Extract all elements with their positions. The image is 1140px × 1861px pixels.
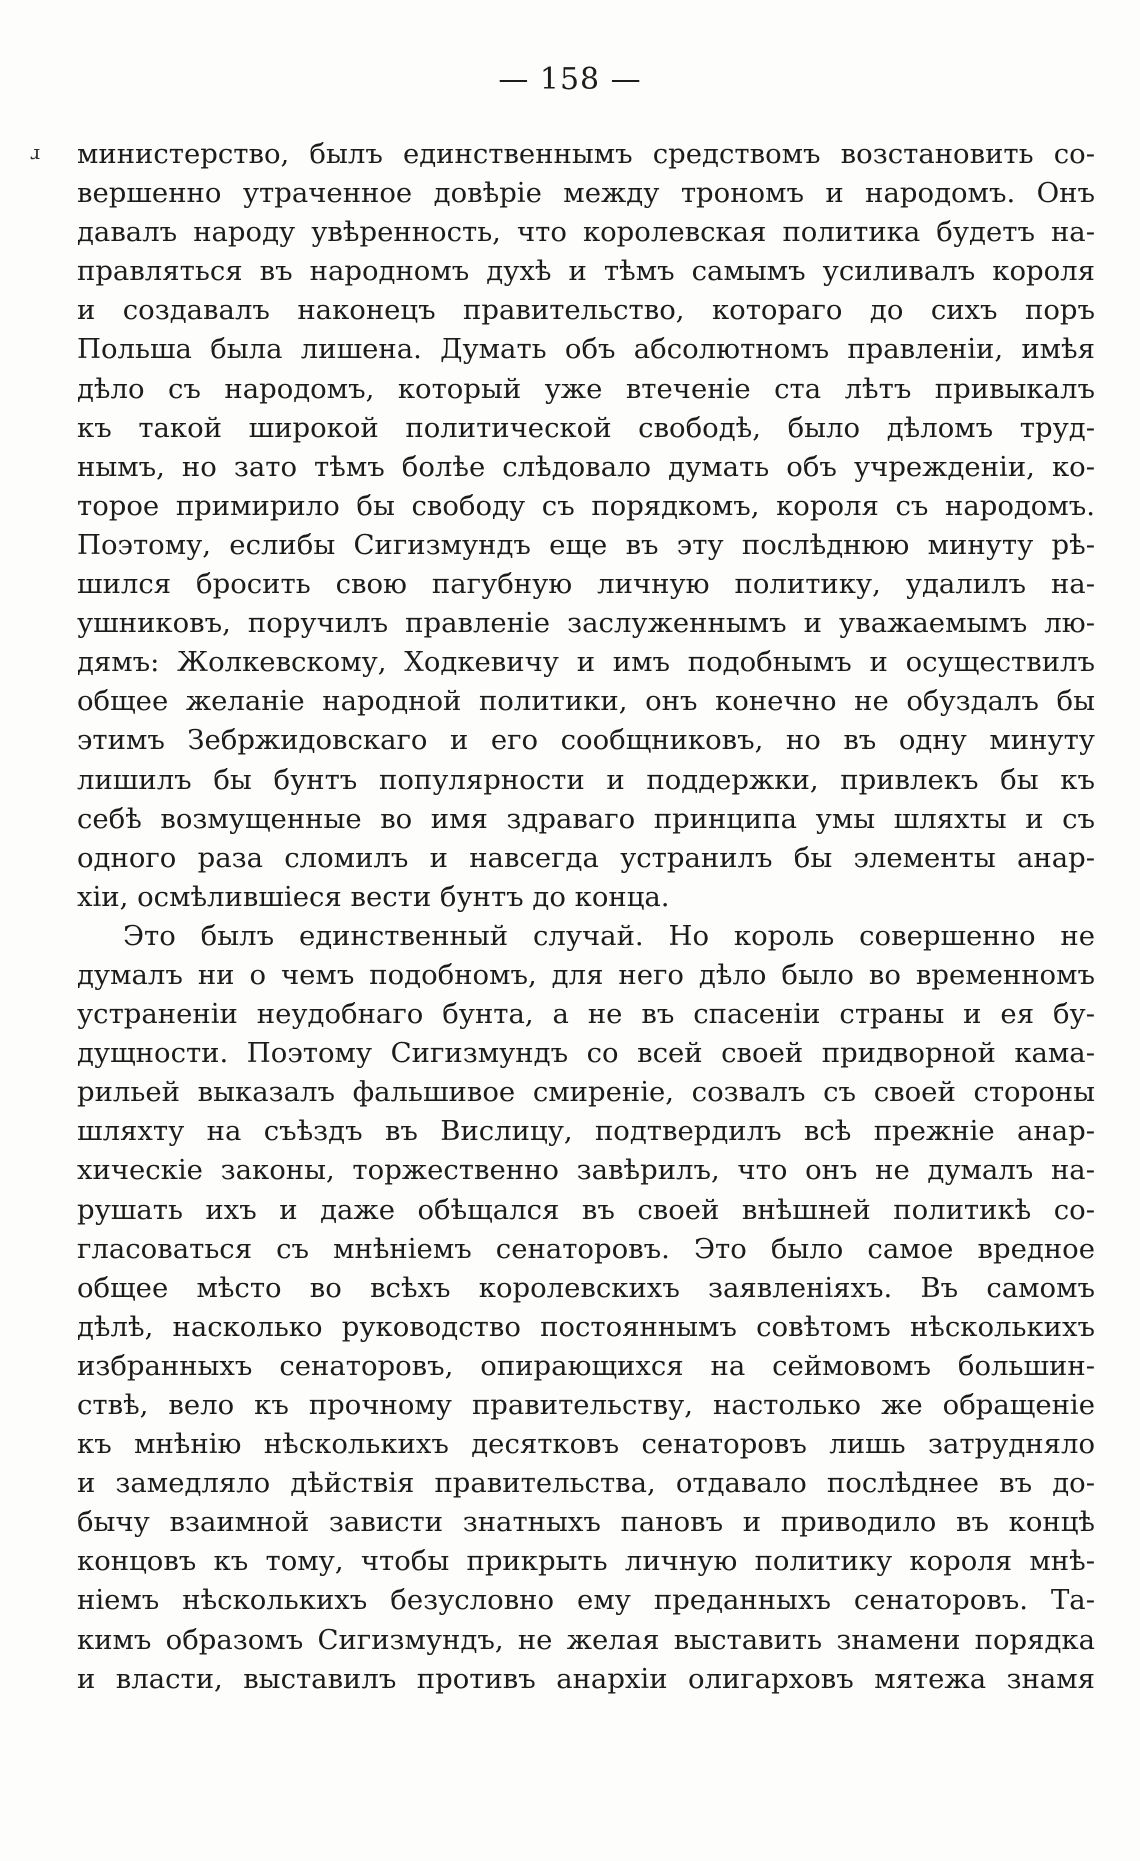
text-line: рушать ихъ и даже обѣщался въ своей внѣшней политикѣ со- bbox=[77, 1193, 1095, 1226]
paragraph-end-line: хіи, осмѣлившіеся вести бунтъ до конца. bbox=[77, 880, 670, 913]
text-line: дѣлѣ, насколько руководство постояннымъ совѣтомъ нѣсколькихъ bbox=[77, 1310, 1095, 1343]
text-line: Польша была лишена. Думать объ абсолютномъ правленіи, имѣя bbox=[77, 333, 1095, 366]
text-line: концовъ къ тому, чтобы прикрыть личную политику короля мнѣ- bbox=[77, 1545, 1095, 1578]
text-line: ніемъ нѣсколькихъ безусловно ему преданныхъ сенаторовъ. Та- bbox=[77, 1584, 1095, 1617]
text-line: и замедляло дѣйствія правительства, отдавало послѣднее въ до- bbox=[77, 1467, 1095, 1500]
text-line: устраненіи неудобнаго бунта, а не въ спасеніи страны и ея бу- bbox=[77, 998, 1095, 1031]
margin-mark: ɹ bbox=[30, 140, 41, 164]
paragraph-start-line: Это былъ единственный случай. Но король совершенно не bbox=[123, 919, 1095, 952]
text-line: лишилъ бы бунтъ популярности и поддержки, привлекъ бы къ bbox=[77, 763, 1095, 796]
text-line: министерство, былъ единственнымъ средствомъ возстановить со- bbox=[77, 138, 1095, 170]
text-line: кимъ образомъ Сигизмундъ, не желая выставить знамени порядка bbox=[77, 1623, 1095, 1656]
text-line: и власти, выставилъ противъ анархіи олигарховъ мятежа знамя bbox=[77, 1662, 1095, 1695]
text-line: одного раза сломилъ и навсегда устранилъ бы элементы анар- bbox=[77, 841, 1095, 874]
text-line: шился бросить свою пагубную личную политику, удалилъ на- bbox=[77, 568, 1095, 601]
text-line: рильей выказалъ фальшивое смиреніе, созвалъ съ своей стороны bbox=[77, 1076, 1095, 1109]
text-line: нымъ, но зато тѣмъ болѣе слѣдовало думать объ учрежденіи, ко- bbox=[77, 450, 1095, 483]
text-line: хическіе законы, торжественно завѣрилъ, что онъ не думалъ на- bbox=[77, 1154, 1095, 1187]
text-line: правляться въ народномъ духѣ и тѣмъ самымъ усиливалъ короля bbox=[77, 255, 1095, 288]
page-number: — 158 — bbox=[498, 62, 642, 97]
text-line: думалъ ни о чемъ подобномъ, для него дѣло было во временномъ bbox=[77, 958, 1095, 991]
text-line: общее желаніе народной политики, онъ конечно не обуздалъ бы bbox=[77, 685, 1095, 718]
text-line: избранныхъ сенаторовъ, опирающихся на сеймовомъ большин- bbox=[77, 1349, 1095, 1382]
text-line: къ такой широкой политической свободѣ, было дѣломъ труд- bbox=[77, 411, 1095, 444]
text-line: ствѣ, вело къ прочному правительству, настолько же обращеніе bbox=[77, 1389, 1095, 1421]
text-line: этимъ Зебржидовскаго и его сообщниковъ, но въ одну минуту bbox=[77, 724, 1095, 757]
text-line: давалъ народу увѣренность, что королевская политика будетъ на- bbox=[77, 216, 1095, 249]
text-line: дямъ: Жолкевскому, Ходкевичу и имъ подобнымъ и осуществилъ bbox=[77, 646, 1095, 679]
text-line: вершенно утраченное довѣріе между трономъ и народомъ. Онъ bbox=[77, 177, 1095, 210]
text-line: себѣ возмущенные во имя здраваго принципа умы шляхты и съ bbox=[77, 802, 1095, 835]
text-line: дѣло съ народомъ, который уже втеченіе ста лѣтъ привыкалъ bbox=[77, 372, 1095, 405]
body-text bbox=[77, 135, 1095, 1699]
text-line: ушниковъ, поручилъ правленіе заслуженнымъ и уважаемымъ лю- bbox=[77, 607, 1095, 640]
text-line: торое примирило бы свободу съ порядкомъ, короля съ народомъ. bbox=[77, 489, 1095, 522]
text-line: къ мнѣнію нѣсколькихъ десятковъ сенаторовъ лишь затрудняло bbox=[77, 1428, 1095, 1461]
text-line: и создавалъ наконецъ правительство, котораго до сихъ поръ bbox=[77, 294, 1095, 327]
text-line: Поэтому, еслибы Сигизмундъ еще въ эту послѣднюю минуту рѣ- bbox=[77, 528, 1095, 561]
text-line: общее мѣсто во всѣхъ королевскихъ заявленіяхъ. Въ самомъ bbox=[77, 1271, 1095, 1304]
text-line: гласоваться съ мнѣніемъ сенаторовъ. Это было самое вредное bbox=[77, 1232, 1095, 1265]
text-line: шляхту на съѣздъ въ Вислицу, подтвердилъ всѣ прежніе анар- bbox=[77, 1115, 1095, 1148]
text-line: бычу взаимной зависти знатныхъ пановъ и приводило въ концѣ bbox=[77, 1506, 1095, 1539]
text-line: дущности. Поэтому Сигизмундъ со всей своей придворной кама- bbox=[77, 1037, 1095, 1070]
